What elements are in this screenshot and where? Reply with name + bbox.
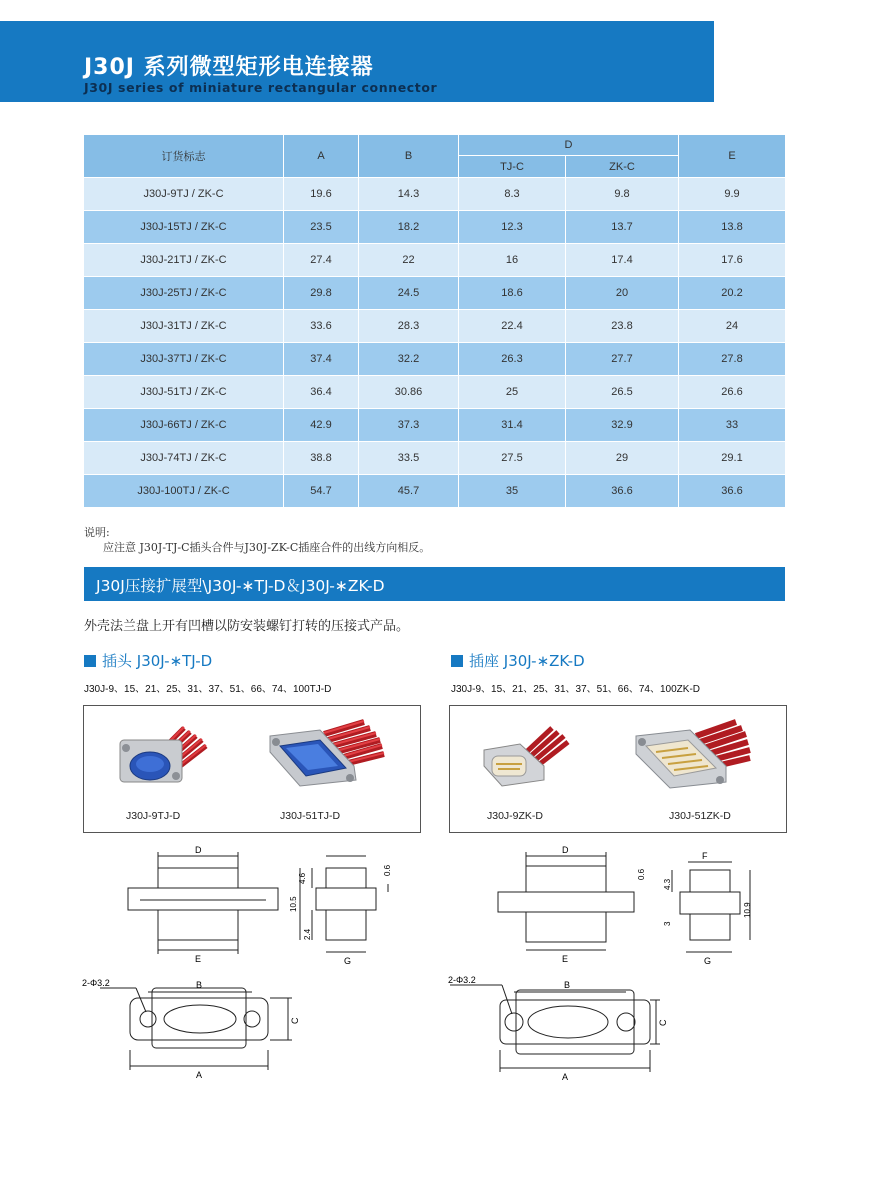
cell-d-tj: 16	[459, 244, 566, 277]
socket-caption-1: J30J-9ZK-D	[487, 810, 544, 822]
plug-51tj-image	[270, 721, 384, 786]
cell-e: 24	[679, 310, 786, 343]
cell-b: 24.5	[359, 277, 459, 310]
socket-heading	[451, 650, 585, 671]
cell-e: 17.6	[679, 244, 786, 277]
plug-dim-10-5: 10.5	[289, 896, 298, 912]
cell-order-code: J30J-21TJ / ZK-C	[84, 244, 284, 277]
cell-b: 28.3	[359, 310, 459, 343]
cell-d-zk: 27.7	[566, 343, 679, 376]
page-subtitle: J30J series of miniature rectangular connector	[84, 80, 438, 95]
plug-dim-c: C	[290, 1017, 300, 1024]
cell-d-tj: 8.3	[459, 178, 566, 211]
socket-dim-f: F	[702, 851, 708, 861]
socket-dim-g: G	[704, 956, 712, 966]
cell-d-zk: 9.8	[566, 178, 679, 211]
plug-9tj-image	[120, 727, 206, 782]
col-header-order: 订货标志	[84, 135, 284, 178]
plug-caption-1: J30J-9TJ-D	[126, 810, 181, 822]
page-title: J30J 系列微型矩形电连接器	[84, 55, 374, 80]
cell-e: 26.6	[679, 376, 786, 409]
cell-order-code: J30J-51TJ / ZK-C	[84, 376, 284, 409]
table-row	[84, 442, 786, 475]
cell-d-zk: 29	[566, 442, 679, 475]
plug-dim-b: B	[196, 980, 203, 990]
cell-order-code: J30J-37TJ / ZK-C	[84, 343, 284, 376]
plug-dim-hole: 2-Φ3.2	[82, 978, 110, 988]
cell-a: 27.4	[284, 244, 359, 277]
plug-dim-g: G	[344, 956, 352, 966]
socket-dim-hole: 2-Φ3.2	[448, 975, 476, 985]
socket-dim-b: B	[564, 980, 571, 990]
plug-dim-4-6: 4.6	[298, 872, 307, 884]
col-header-d-tj: TJ-C	[459, 156, 566, 178]
socket-dim-3: 3	[663, 921, 672, 926]
col-header-d: D	[459, 135, 679, 156]
table-row	[84, 211, 786, 244]
socket-dim-e: E	[562, 954, 569, 964]
cell-d-tj: 22.4	[459, 310, 566, 343]
socket-51zk-image	[636, 722, 750, 788]
cell-e: 20.2	[679, 277, 786, 310]
plug-heading-text: 插头 J30J-∗TJ-D	[102, 652, 213, 670]
plug-dim-0-6: 0.6	[383, 864, 392, 876]
cell-d-tj: 26.3	[459, 343, 566, 376]
square-bullet-icon	[84, 655, 96, 667]
socket-dim-10-9: 10.9	[743, 902, 752, 918]
cell-a: 19.6	[284, 178, 359, 211]
cell-b: 22	[359, 244, 459, 277]
plug-technical-drawing	[82, 840, 430, 1090]
cell-d-zk: 13.7	[566, 211, 679, 244]
cell-d-tj: 27.5	[459, 442, 566, 475]
socket-dim-0-6: 0.6	[637, 868, 646, 880]
plug-variants: J30J-9、15、21、25、31、37、51、66、74、100TJ-D	[84, 684, 332, 695]
cell-d-zk: 26.5	[566, 376, 679, 409]
socket-dim-a: A	[562, 1072, 569, 1082]
table-row	[84, 178, 786, 211]
cell-d-tj: 18.6	[459, 277, 566, 310]
section-title: J30J压接扩展型\J30J-∗TJ-D＆J30J-∗ZK-D	[96, 577, 385, 595]
table-row	[84, 409, 786, 442]
cell-e: 9.9	[679, 178, 786, 211]
cell-order-code: J30J-66TJ / ZK-C	[84, 409, 284, 442]
cell-d-zk: 32.9	[566, 409, 679, 442]
cell-a: 29.8	[284, 277, 359, 310]
spec-table	[83, 134, 786, 508]
plug-dim-2-4: 2.4	[303, 928, 312, 940]
cell-d-tj: 31.4	[459, 409, 566, 442]
cell-b: 37.3	[359, 409, 459, 442]
cell-a: 37.4	[284, 343, 359, 376]
cell-b: 32.2	[359, 343, 459, 376]
col-header-b: B	[359, 135, 459, 178]
cell-e: 29.1	[679, 442, 786, 475]
table-row	[84, 376, 786, 409]
socket-dim-d: D	[562, 845, 569, 855]
cell-d-tj: 12.3	[459, 211, 566, 244]
cell-d-zk: 36.6	[566, 475, 679, 508]
cell-b: 45.7	[359, 475, 459, 508]
table-row	[84, 277, 786, 310]
cell-a: 23.5	[284, 211, 359, 244]
cell-order-code: J30J-9TJ / ZK-C	[84, 178, 284, 211]
cell-a: 42.9	[284, 409, 359, 442]
cell-e: 33	[679, 409, 786, 442]
cell-d-zk: 17.4	[566, 244, 679, 277]
plug-heading	[84, 650, 212, 671]
cell-b: 14.3	[359, 178, 459, 211]
cell-e: 13.8	[679, 211, 786, 244]
socket-caption-2: J30J-51ZK-D	[669, 810, 731, 822]
cell-order-code: J30J-25TJ / ZK-C	[84, 277, 284, 310]
col-header-a: A	[284, 135, 359, 178]
note-text: 应注意 J30J-TJ-C插头合件与J30J-ZK-C插座合件的出线方向相反。	[103, 541, 431, 554]
socket-dim-4-3: 4.3	[663, 878, 672, 890]
cell-e: 36.6	[679, 475, 786, 508]
cell-b: 33.5	[359, 442, 459, 475]
table-row	[84, 310, 786, 343]
socket-technical-drawing	[450, 840, 780, 1090]
cell-b: 18.2	[359, 211, 459, 244]
table-row	[84, 244, 786, 277]
plug-dim-d: D	[195, 845, 202, 855]
cell-d-tj: 35	[459, 475, 566, 508]
cell-order-code: J30J-100TJ / ZK-C	[84, 475, 284, 508]
plug-dim-a: A	[196, 1070, 203, 1080]
cell-order-code: J30J-74TJ / ZK-C	[84, 442, 284, 475]
table-row	[84, 475, 786, 508]
plug-caption-2: J30J-51TJ-D	[280, 810, 341, 822]
note-title: 说明:	[84, 526, 110, 539]
cell-a: 38.8	[284, 442, 359, 475]
socket-heading-text: 插座 J30J-∗ZK-D	[469, 652, 585, 670]
col-header-e: E	[679, 135, 786, 178]
cell-a: 33.6	[284, 310, 359, 343]
cell-d-zk: 20	[566, 277, 679, 310]
section-description: 外壳法兰盘上开有凹槽以防安装螺钉打转的压接式产品。	[84, 619, 410, 634]
socket-dim-c: C	[658, 1019, 668, 1026]
cell-a: 54.7	[284, 475, 359, 508]
cell-a: 36.4	[284, 376, 359, 409]
square-bullet-icon	[451, 655, 463, 667]
cell-order-code: J30J-31TJ / ZK-C	[84, 310, 284, 343]
cell-d-tj: 25	[459, 376, 566, 409]
table-row	[84, 343, 786, 376]
cell-e: 27.8	[679, 343, 786, 376]
cell-d-zk: 23.8	[566, 310, 679, 343]
plug-photo-box	[83, 705, 421, 833]
cell-order-code: J30J-15TJ / ZK-C	[84, 211, 284, 244]
cell-b: 30.86	[359, 376, 459, 409]
socket-photo-box	[449, 705, 787, 833]
col-header-d-zk: ZK-C	[566, 156, 679, 178]
plug-dim-e: E	[195, 954, 202, 964]
socket-variants: J30J-9、15、21、25、31、37、51、66、74、100ZK-D	[451, 684, 701, 695]
table-body	[84, 178, 786, 508]
socket-9zk-image	[484, 728, 568, 786]
